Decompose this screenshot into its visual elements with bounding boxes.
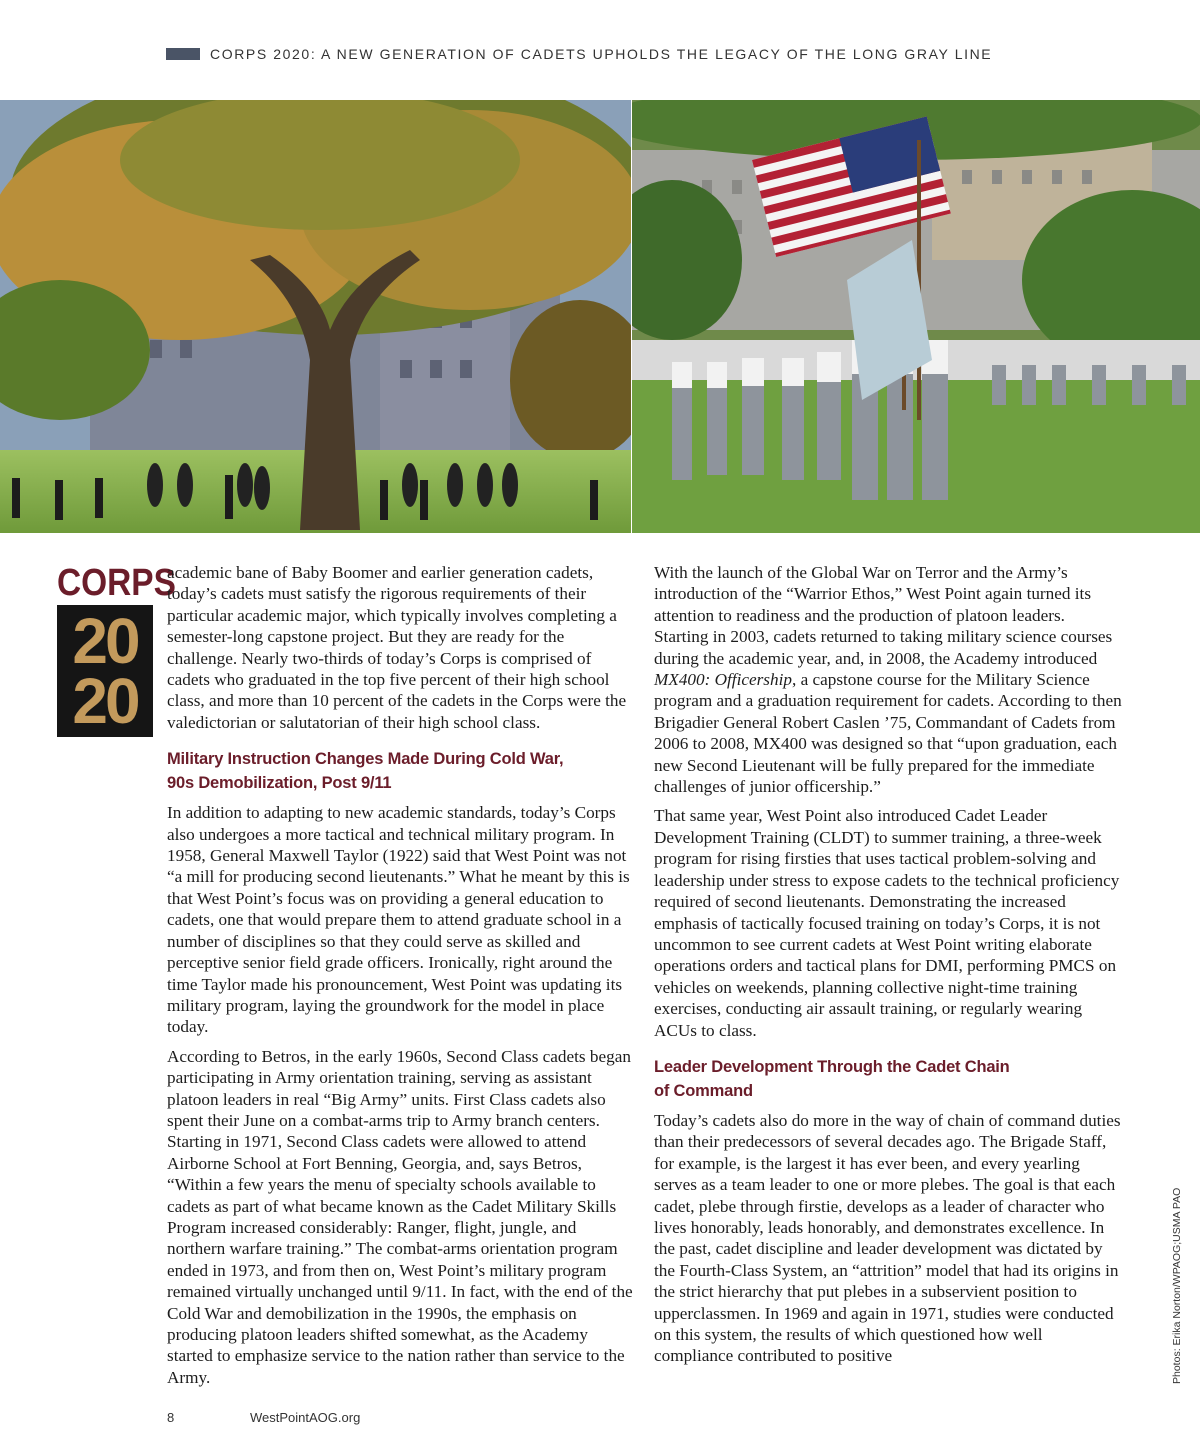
section-heading-line: of Command — [654, 1081, 753, 1100]
paragraph-text: With the launch of the Global War on Terror and the Army’s introduction of the “Warrior Ethos,” West Point again turned its attention to readiness and the production of platoon leaders. Starting in 2003, cadets returned to taking military science courses during the academic year, and, in 2008, the Academy introduced — [654, 563, 1113, 668]
logo-year-block — [57, 605, 153, 737]
running-head — [166, 46, 992, 62]
article-paragraph: That same year, West Point also introduced Cadet Leader Development Training (CLDT) to summer training, a three-week program for rising firsties that uses tactical problem-solving and leadership under stress to expose cadets to the technical proficiency required of second lieutenants. Demonstrating the increased emphasis of tactically focused training on today’s Corps, it is not uncommon to see current cadets at West Point writing elaborate operations orders and tactical plans for DMI, performing PMCS on vehicles on weekends, planning collective night-time training exercises, conducting air assault training, or regularly wearing ACUs to class. — [654, 806, 1120, 1040]
website-link[interactable]: WestPointAOG.org — [250, 1410, 361, 1425]
article-paragraph: According to Betros, in the early 1960s, Second Class cadets began participating in Army orientation training, serving as assistant platoon leaders in real “Big Army” units. First Class cadets also spent their June on a combat-arms trip to Army branch centers. Starting in 1971, Second Class cadets were allowed to attend Airborne School at Fort Benning, Georgia, and, says Betros, “Within a few years the menu of specialty schools available to cadets as part of what became known as the Cadet Military Skills Program increased considerably: Ranger, flight, jungle, and northern warfare training.” The combat-arms orientation program ended in 1973, and from then on, West Point’s military program remained virtually unchanged until 9/11. In fact, with the end of the Cold War and demobilization in the 1990s, the emphasis on producing platoon leaders shifted somewhat, as the Academy started to emphasize service to the nation rather than service to the Army. — [167, 1046, 633, 1387]
photo-cadets-running-under-tree — [0, 100, 631, 533]
article-paragraph: In addition to adapting to new academic standards, today’s Corps also undergoes a more tactical and technical military program. In 1958, General Maxwell Taylor (1922) said that West Point was not “a mill for producing second lieutenants.” What he meant by this is that West Point’s focus was on providing a general education to cadets, one that would prepare them to attend graduate school in a number of disciplines so that they could serve as skilled and perceptive senior field grade officers. Ironically, right around the time Taylor made his pronouncement, West Point was updating its military program, laying the groundwork for the model in place today. — [167, 803, 630, 1037]
running-head-bar — [166, 48, 200, 60]
logo-corps-word: CORPS — [57, 562, 176, 604]
running-head-text: CORPS 2020: A NEW GENERATION OF CADETS UPHOLDS THE LEGACY OF THE LONG GRAY LINE — [210, 46, 993, 62]
section-heading-line: Military Instruction Changes Made During Cold War, — [167, 750, 564, 769]
logo-year-top: 20 — [72, 605, 138, 677]
paragraph-text: , a capstone course for the Military Science program and a graduation requirement for cadets. According to then Brigadier General Robert Caslen ’75, Commandant of Cadets from 2006 to 2008, MX400 was designed so that “upon graduation, each new Second Lieutenant will be fully prepared for the immediate challenges of junior officership.” — [654, 670, 1122, 797]
photo-credit: Photos: Erika Norton/WPAOG;USMA PAO — [1171, 1187, 1183, 1384]
course-title: MX400: Officership — [654, 670, 792, 690]
photo-cadets-color-guard-parade — [632, 100, 1200, 533]
logo-year-bottom: 20 — [72, 665, 138, 737]
article-column-right — [654, 562, 1122, 1375]
article-paragraph — [654, 562, 1122, 797]
section-heading-military-instruction — [167, 747, 633, 795]
section-heading-leader-development — [654, 1055, 1122, 1103]
photo-cadets-running-under-tree-image — [0, 100, 631, 533]
article-paragraph: academic bane of Baby Boomer and earlier generation cadets, today’s cadets must satisfy the rigorous requirements of their particular academic major, which typically involves completing a semester-long capstone project. But they are ready for the challenge. Nearly two-thirds of today’s Corps is comprised of cadets who graduated in the top five percent of their high school class, and more than 10 percent of the cadets in the Corps were the valedictorian or salutatorian of their high school class. — [167, 563, 627, 732]
page-number: 8 — [167, 1410, 175, 1425]
photo-cadets-color-guard-parade-image — [632, 100, 1200, 533]
corps-2020-logo — [57, 562, 176, 737]
article-column-left — [167, 562, 633, 1396]
section-heading-line: Leader Development Through the Cadet Chain — [654, 1057, 1010, 1076]
article-paragraph: Today’s cadets also do more in the way of chain of command duties than their predecessors of several decades ago. The Brigade Staff, for example, is the largest it has ever been, and every yearling serves as a team leader to one or more plebes. The goal is that each cadet, plebe through firstie, develops as a leader of character who lives honorably, leads honorably, and demonstrates excellence. In the past, cadet discipline and leader development was dictated by the Fourth-Class System, an “attrition” model that had its origins in the strict hierarchy that put plebes in a subservient position to upperclassmen. In 1969 and again in 1971, studies were conducted on this system, the results of which questioned how well compliance contributed to positive — [654, 1110, 1121, 1366]
section-heading-line: 90s Demobilization, Post 9/11 — [167, 774, 392, 793]
